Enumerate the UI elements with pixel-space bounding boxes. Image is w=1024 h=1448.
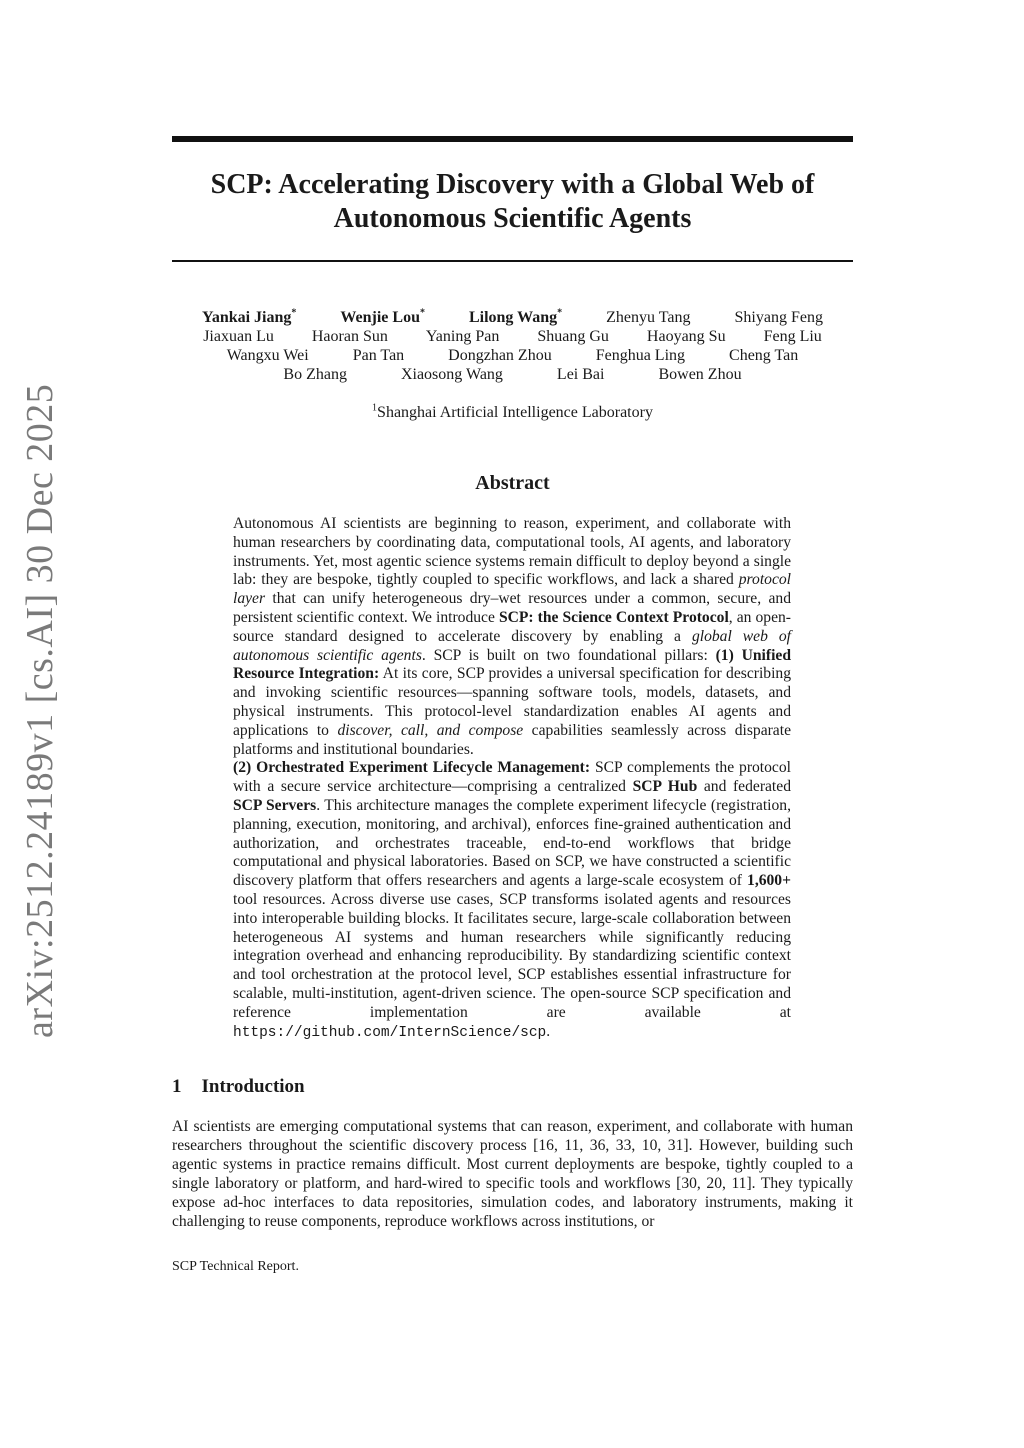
author-name: Pan Tan <box>352 347 405 364</box>
section-heading-introduction <box>172 1076 305 1098</box>
title-line-1: SCP: Accelerating Discovery with a Global Web of <box>210 169 815 200</box>
title-line-2: Autonomous Scientific Agents <box>333 203 692 234</box>
author-name: Feng Liu <box>763 328 822 345</box>
author-name: Haoran Sun <box>311 328 388 345</box>
author-row-2 <box>172 327 853 346</box>
author-name: Bowen Zhou <box>658 366 742 383</box>
title-bottom-rule <box>172 260 853 262</box>
title-top-rule <box>172 136 853 142</box>
affiliation-mark: 1 <box>372 402 378 414</box>
arxiv-identifier-stamp: arXiv:2512.24189v1 [cs.AI] 30 Dec 2025 <box>19 383 61 1038</box>
author-row-3 <box>172 346 853 365</box>
author-name: Wenjie Lou* <box>340 307 425 326</box>
author-name: Bo Zhang <box>283 366 347 383</box>
affiliation-text: Shanghai Artificial Intelligence Laboratory <box>377 404 653 421</box>
author-name: Yaning Pan <box>425 328 500 345</box>
author-name: Lilong Wang* <box>468 307 563 326</box>
abstract-heading: Abstract <box>475 472 550 494</box>
author-name: Jiaxuan Lu <box>203 328 274 345</box>
author-name: Shuang Gu <box>537 328 609 345</box>
introduction-paragraph: AI scientists are emerging computational systems that can reason, experiment, and collaborate with human researchers throughout the scientific discovery process [16, 11, 36, 33, 10, 31]. However, building such agentic systems in practice remains difficult. Most current deployments are bespoke, tightly coupled to a single laboratory or platform, and hard-wired to specific tools and workflows [30, 20, 11]. They typically expose ad-hoc interfaces to data repositories, simulation codes, and laboratory instruments, making it challenging to reuse components, reproduce workflows across institutions, or <box>172 1118 853 1230</box>
author-list <box>172 308 853 384</box>
paper-title <box>172 168 853 236</box>
author-name: Fenghua Ling <box>595 347 686 364</box>
section-title: Introduction <box>201 1076 305 1097</box>
author-name: Lei Bai <box>556 366 605 383</box>
author-name: Yankai Jiang* <box>202 307 297 326</box>
repository-link[interactable]: https://github.com/InternScience/scp <box>233 1024 547 1041</box>
author-name: Shiyang Feng <box>734 309 823 326</box>
author-row-4 <box>172 365 853 384</box>
abstract-body: Autonomous AI scientists are beginning to reason, experiment, and collaborate with human researchers by coordinating data, computational tools, AI agents, and laboratory instruments. Yet, most agentic science systems remain difficult to deploy beyond a single lab: they are bespoke, tightly coupled to specific workflows, and lack a shared protocol layer that can unify heterogeneous dry–wet resources under a common, secure, and persistent scientific context. We introduce SCP: the Science Context Protocol, an open-source standard designed to accelerate discovery by enabling a global web of autonomous scientific agents. SCP is built on two foundational pillars: (1) Unified Resource Integration: At its core, SCP provides a universal specification for describing and invoking scientific resources—spanning software tools, models, datasets, and physical instruments. This protocol-level standardization enables AI agents and applications to discover, call, and compose capabilities seamlessly across disparate platforms and institutional boundaries. (2) Orchestrated Experiment Lifecycle Management: SCP complements the protocol with a secure service architecture—comprising a centralized SCP Hub and federated SCP Servers. This architecture manages the complete experiment lifecycle (registration, planning, execution, monitoring, and archival), enforces fine-grained authentication and authorization, and orchestrates traceable, end-to-end workflows that bridge computational and physical laboratories. Based on SCP, we have constructed a scientific discovery platform that offers researchers and agents a large-scale ecosystem of 1,600+ tool resources. Across diverse use cases, SCP transforms isolated agents and resources into interoperable building blocks. It facilitates secure, large-scale collaboration between heterogeneous AI systems and human researchers while significantly reducing integration overhead and enhancing reproducibility. By standardizing scientific context and tool orchestration at the protocol level, SCP establishes essential infrastructure for scalable, multi-institution, agent-driven science. The open-source SCP specification and reference implementation are available at https://github.com/InternScience/scp. <box>233 515 791 1041</box>
author-name: Dongzhan Zhou <box>448 347 552 364</box>
section-number: 1 <box>172 1076 182 1097</box>
author-name: Haoyang Su <box>646 328 726 345</box>
author-name: Zhenyu Tang <box>606 309 691 326</box>
page-footer: SCP Technical Report. <box>172 1259 299 1274</box>
author-name: Xiaosong Wang <box>400 366 503 383</box>
author-row-1 <box>172 308 853 327</box>
affiliation <box>172 404 853 422</box>
author-name: Wangxu Wei <box>226 347 309 364</box>
author-name: Cheng Tan <box>729 347 799 364</box>
